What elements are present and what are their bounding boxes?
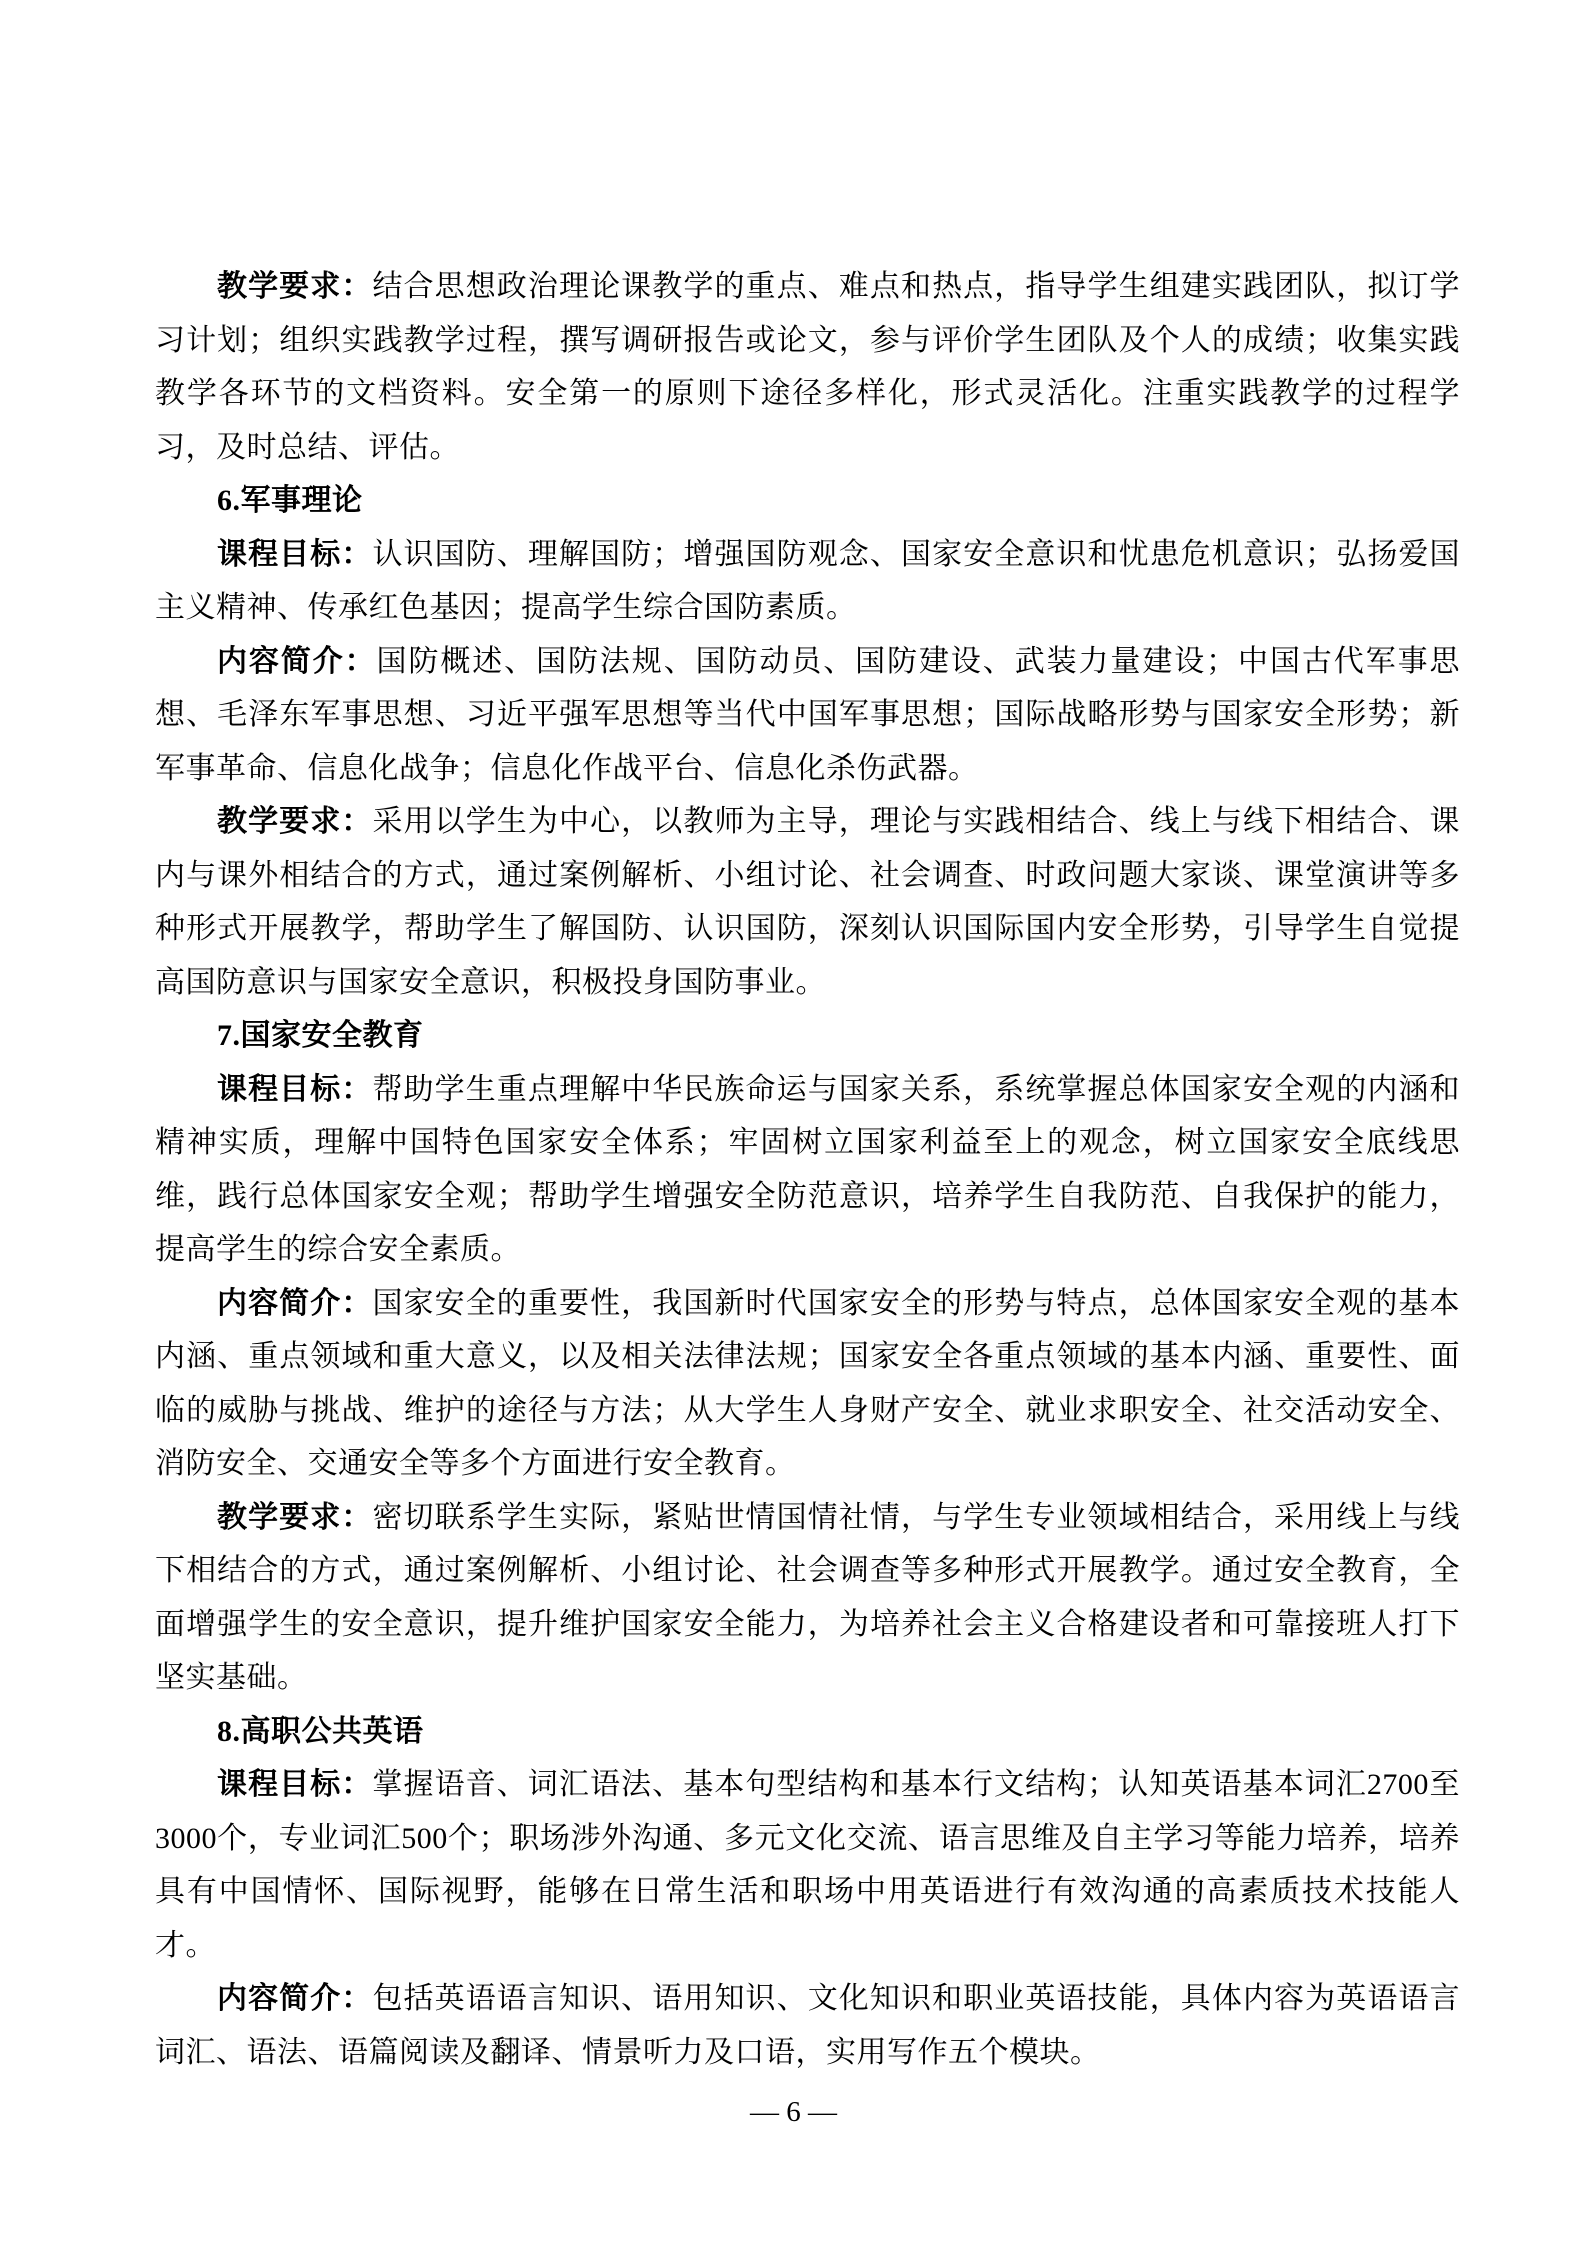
paragraph xyxy=(155,1972,1460,2079)
paragraph xyxy=(155,1758,1460,1972)
page-number: — 6 — xyxy=(750,2096,837,2128)
paragraph xyxy=(155,635,1460,796)
section-heading: 8.高职公共英语 xyxy=(217,1714,424,1748)
paragraph xyxy=(155,1491,1460,1705)
paragraph-label: 内容简介： xyxy=(217,644,377,678)
paragraph-label: 课程目标： xyxy=(217,537,373,571)
paragraph-label: 课程目标： xyxy=(217,1072,373,1106)
paragraph-text: 掌握语音、词汇语法、基本句型结构和基本行文结构；认知英语基本词汇2700至3000个，专业词汇500个；职场涉外沟通、多元文化交流、语言思维及自主学习等能力培养，培养具有中国情怀、国际视野，能够在日常生活和职场中用英语进行有效沟通的高素质技术技能人才。 xyxy=(155,1768,1461,1962)
section-heading: 6.军事理论 xyxy=(217,484,363,517)
paragraph-label: 教学要求： xyxy=(217,805,373,838)
section-heading: 7.国家安全教育 xyxy=(217,1019,424,1052)
paragraph-label: 教学要求： xyxy=(217,270,373,303)
paragraph xyxy=(155,528,1460,635)
paragraph xyxy=(155,260,1460,474)
paragraph-label: 教学要求： xyxy=(217,1500,373,1534)
paragraph xyxy=(155,795,1460,1009)
paragraph-text: 国家安全的重要性，我国新时代国家安全的形势与特点，总体国家安全观的基本内涵、重点领域和重大意义，以及相关法律法规；国家安全各重点领域的基本内涵、重要性、面临的威胁与挑战、维护的途径与方法；从大学生人身财产安全、就业求职安全、社交活动安全、消防安全、交通安全等多个方面进行安全教育。 xyxy=(155,1286,1461,1480)
paragraph-text: 认识国防、理解国防；增强国防观念、国家安全意识和忧患危机意识；弘扬爱国主义精神、传承红色基因；提高学生综合国防素质。 xyxy=(155,537,1461,624)
paragraph-label: 内容简介： xyxy=(217,1286,373,1320)
document-body xyxy=(155,260,1460,2079)
paragraph-label: 内容简介： xyxy=(217,1982,373,2015)
paragraph-text: 包括英语语言知识、语用知识、文化知识和职业英语技能，具体内容为英语语言词汇、语法、语篇阅读及翻译、情景听力及口语，实用写作五个模块。 xyxy=(155,1982,1461,2069)
paragraph-text: 密切联系学生实际，紧贴世情国情社情，与学生专业领域相结合，采用线上与线下相结合的方式，通过案例解析、小组讨论、社会调查等多种形式开展教学。通过安全教育，全面增强学生的安全意识，提升维护国家安全能力，为培养社会主义合格建设者和可靠接班人打下坚实基础。 xyxy=(155,1500,1461,1694)
paragraph xyxy=(155,1277,1460,1491)
page-footer xyxy=(0,2092,1587,2132)
paragraph xyxy=(155,1063,1460,1277)
paragraph-text: 结合思想政治理论课教学的重点、难点和热点，指导学生组建实践团队，拟订学习计划；组织实践教学过程，撰写调研报告或论文，参与评价学生团队及个人的成绩；收集实践教学各环节的文档资料。安全第一的原则下途径多样化，形式灵活化。注重实践教学的过程学习，及时总结、评估。 xyxy=(155,270,1461,464)
paragraph-text: 帮助学生重点理解中华民族命运与国家关系，系统掌握总体国家安全观的内涵和精神实质，理解中国特色国家安全体系；牢固树立国家利益至上的观念，树立国家安全底线思维，践行总体国家安全观；帮助学生增强安全防范意识，培养学生自我防范、自我保护的能力，提高学生的综合安全素质。 xyxy=(155,1072,1461,1266)
paragraph-text: 国防概述、国防法规、国防动员、国防建设、武装力量建设；中国古代军事思想、毛泽东军事思想、习近平强军思想等当代中国军事思想；国际战略形势与国家安全形势；新军事革命、信息化战争；信息化作战平台、信息化杀伤武器。 xyxy=(155,644,1461,785)
paragraph-label: 课程目标： xyxy=(217,1768,373,1801)
paragraph-text: 采用以学生为中心，以教师为主导，理论与实践相结合、线上与线下相结合、课内与课外相结合的方式，通过案例解析、小组讨论、社会调查、时政问题大家谈、课堂演讲等多种形式开展教学，帮助学生了解国防、认识国防，深刻认识国际国内安全形势，引导学生自觉提高国防意识与国家安全意识，积极投身国防事业。 xyxy=(155,805,1461,999)
